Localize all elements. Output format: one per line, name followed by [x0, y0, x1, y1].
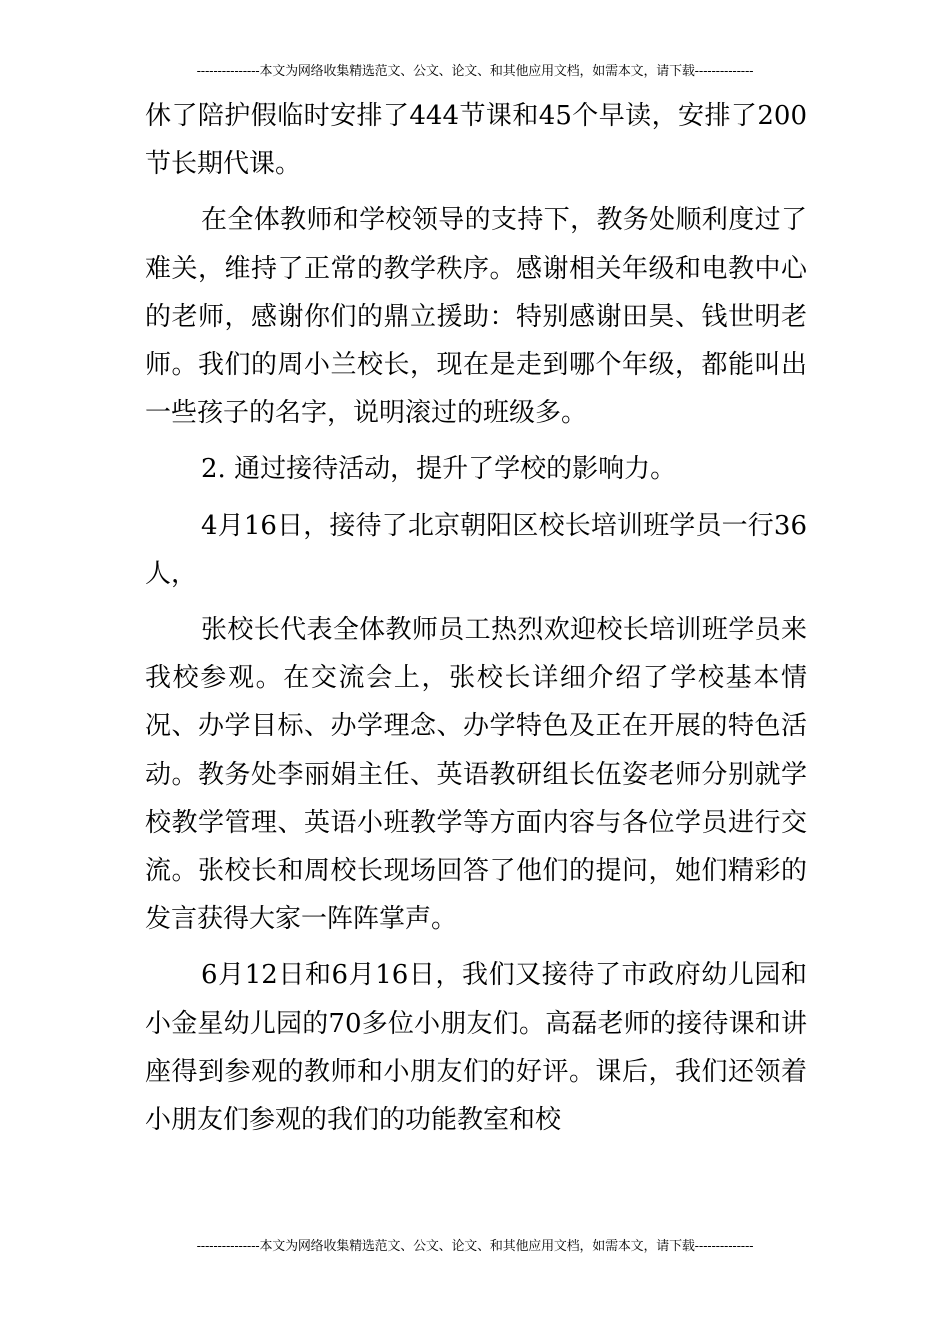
paragraph-june-visit: 6月12日和6月16日，我们又接待了市政府幼儿园和小金星幼儿园的70多位小朋友们。高磊老师的接待课和讲座得到参观的教师和小朋友们的好评。课后，我们还领着小朋友们参观的我们的功能教室和校	[145, 960, 807, 1136]
paragraph-april-visit: 4月16日，接待了北京朝阳区校长培训班学员一行36人，	[145, 510, 807, 589]
paragraph-exchange-meeting: 张校长代表全体教师员工热烈欢迎校长培训班学员来我校参观。在交流会上，张校长详细介绍了学校基本情况、办学目标、办学理念、办学特色及正在开展的特色活动。教务处李丽娟主任、英语教研组长伍姿老师分别就学校教学管理、英语小班教学等方面内容与各位学员进行交流。张校长和周校长现场回答了他们的提问，她们精彩的发言获得大家一阵阵掌声。	[145, 615, 807, 935]
section-heading: 2. 通过接待活动，提升了学校的影响力。	[201, 454, 677, 485]
document-body	[145, 92, 807, 1152]
paragraph-thanks: 在全体教师和学校领导的支持下，教务处顺利度过了难关，维持了正常的教学秩序。感谢相关年级和电教中心的老师，感谢你们的鼎立援助：特别感谢田昊、钱世明老师。我们的周小兰校长，现在是走到哪个年级，都能叫出一些孩子的名字，说明滚过的班级多。	[145, 205, 807, 429]
header-banner: ---------------本文为网络收集精选范文、公文、论文、和其他应用文档，如需本文，请下载--------------	[196, 64, 754, 79]
footer-banner: ---------------本文为网络收集精选范文、公文、论文、和其他应用文档，如需本文，请下载--------------	[196, 1239, 754, 1254]
paragraph-continuation: 休了陪护假临时安排了444节课和45个早读，安排了200节长期代课。	[145, 101, 807, 180]
